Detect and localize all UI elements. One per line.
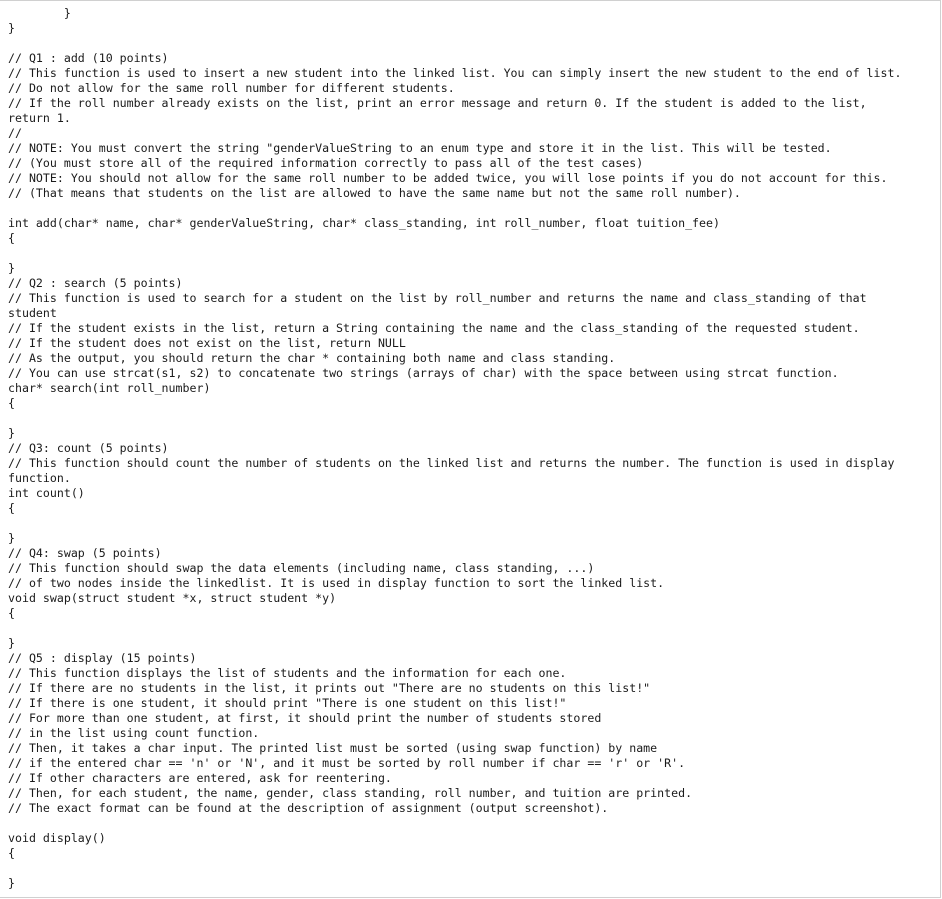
code-line: { — [8, 606, 15, 620]
code-line: // if the entered char == 'n' or 'N', and it must be sorted by roll number if char == 'r' or 'R'. — [8, 756, 686, 770]
code-line: { — [8, 231, 15, 245]
code-line: // If there are no students in the list, it prints out "There are no students on this list!" — [8, 681, 651, 695]
code-line: student — [8, 306, 57, 320]
code-line: { — [8, 396, 15, 410]
code-line: // Then, for each student, the name, gender, class standing, roll number, and tuition are printed. — [8, 786, 693, 800]
code-line: int add(char* name, char* genderValueString, char* class_standing, int roll_number, float tuition_fee) — [8, 216, 720, 230]
code-line: } — [8, 531, 15, 545]
code-line: // For more than one student, at first, it should print the number of students stored — [8, 711, 602, 725]
code-line — [8, 816, 901, 831]
code-line: } — [8, 6, 71, 20]
code-line: // This function is used to search for a student on the list by roll_number and returns the name and class_standing of that — [8, 291, 867, 305]
code-line: // in the list using count function. — [8, 726, 260, 740]
code-line: // You can use strcat(s1, s2) to concatenate two strings (arrays of char) with the space between using strcat function. — [8, 366, 839, 380]
code-line — [8, 246, 901, 261]
code-line: } — [8, 636, 15, 650]
code-line: // If there is one student, it should print "There is one student on this list!" — [8, 696, 567, 710]
code-line: void swap(struct student *x, struct student *y) — [8, 591, 337, 605]
code-line: // Q4: swap (5 points) — [8, 546, 162, 560]
code-line: { — [8, 846, 15, 860]
code-line: // Do not allow for the same roll number for different students. — [8, 81, 455, 95]
code-line: // This function should count the number of students on the linked list and returns the number. The function is used in display — [8, 456, 895, 470]
code-line: // of two nodes inside the linkedlist. It is used in display function to sort the linked list. — [8, 576, 665, 590]
code-line: int count() — [8, 486, 85, 500]
code-line — [8, 621, 901, 636]
code-line: void display() — [8, 831, 106, 845]
code-line: // — [8, 126, 22, 140]
code-line — [8, 36, 901, 51]
code-line: // This function should swap the data elements (including name, class standing, ...) — [8, 561, 595, 575]
code-line: // The exact format can be found at the description of assignment (output screenshot). — [8, 801, 609, 815]
code-line: // Q2 : search (5 points) — [8, 276, 183, 290]
code-line: // (That means that students on the list are allowed to have the same name but not the same roll number). — [8, 186, 741, 200]
code-line: // Q3: count (5 points) — [8, 441, 169, 455]
code-line: // If other characters are entered, ask for reentering. — [8, 771, 392, 785]
code-line — [8, 201, 901, 216]
code-line: } — [8, 876, 15, 890]
code-line: { — [8, 501, 15, 515]
code-text-area[interactable] — [8, 6, 901, 891]
code-line: // NOTE: You should not allow for the same roll number to be added twice, you will lose points if you do not account for this. — [8, 171, 888, 185]
code-line: } — [8, 21, 15, 35]
code-line: // Then, it takes a char input. The printed list must be sorted (using swap function) by name — [8, 741, 658, 755]
code-line: // This function is used to insert a new student into the linked list. You can simply insert the new student to the end of list. — [8, 66, 902, 80]
code-line: function. — [8, 471, 71, 485]
code-line: // If the student does not exist on the list, return NULL — [8, 336, 406, 350]
code-line: // Q1 : add (10 points) — [8, 51, 169, 65]
code-line — [8, 411, 901, 426]
code-line: // If the roll number already exists on the list, print an error message and return 0. If the student is added to the list, — [8, 96, 867, 110]
code-line: return 1. — [8, 111, 71, 125]
code-line: } — [8, 261, 15, 275]
code-line: // This function displays the list of students and the information for each one. — [8, 666, 567, 680]
code-line: // Q5 : display (15 points) — [8, 651, 197, 665]
code-line: // If the student exists in the list, return a String containing the name and the class_standing of the requested student. — [8, 321, 860, 335]
code-line — [8, 516, 901, 531]
code-line: // NOTE: You must convert the string "genderValueString to an enum type and store it in the list. This will be tested. — [8, 141, 832, 155]
code-line — [8, 861, 901, 876]
code-line: char* search(int roll_number) — [8, 381, 211, 395]
code-line: } — [8, 426, 15, 440]
code-line: // As the output, you should return the char * containing both name and class standing. — [8, 351, 616, 365]
code-line: // (You must store all of the required information correctly to pass all of the test cases) — [8, 156, 644, 170]
